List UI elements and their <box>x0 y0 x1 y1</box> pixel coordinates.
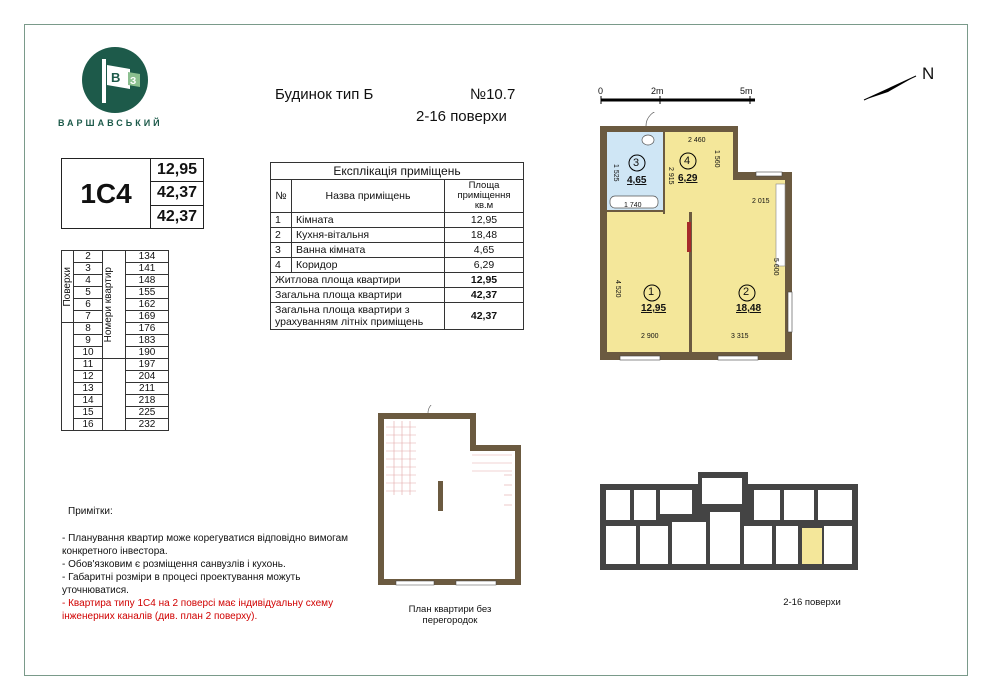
brand-logo-icon <box>80 45 150 115</box>
explication-table <box>270 162 524 330</box>
apartment-code: 1С4 <box>62 159 151 229</box>
floor-number: 7 <box>74 311 103 323</box>
notes <box>62 505 352 623</box>
room-name: Кухня-вітальня <box>292 228 445 243</box>
apartment-number: 183 <box>126 335 169 347</box>
room-row <box>271 213 524 228</box>
apartment-number: 225 <box>126 407 169 419</box>
total-row <box>271 273 524 288</box>
room-row <box>271 228 524 243</box>
dim-2915: 2 915 <box>667 167 674 185</box>
room-1-no: 1 <box>648 286 655 298</box>
floor-number: 12 <box>74 371 103 383</box>
dim-1560: 1 560 <box>713 150 720 168</box>
note-2: - Обов'язковим є розміщення санвузлів і кухонь. <box>62 559 286 570</box>
floor-number: 5 <box>74 287 103 299</box>
floor-number: 4 <box>74 275 103 287</box>
total-name: Житлова площа квартири <box>271 273 445 288</box>
apartment-number: 211 <box>126 383 169 395</box>
plan-without-partitions <box>376 405 526 590</box>
floors-range: 2-16 поверхи <box>416 108 507 125</box>
caption-floor-plan: 2-16 поверхи <box>783 597 841 608</box>
apartment-number: 169 <box>126 311 169 323</box>
total-name: Загальна площа квартири <box>271 288 445 303</box>
svg-text:В: В <box>111 70 121 85</box>
scale-zero: 0 <box>598 86 604 96</box>
svg-text:З: З <box>130 76 137 87</box>
room-4-no: 4 <box>684 155 691 167</box>
floor-number: 9 <box>74 335 103 347</box>
floor-number: 6 <box>74 299 103 311</box>
apartment-number: 134 <box>126 251 169 263</box>
room-4-area: 6,29 <box>678 173 698 184</box>
room-2-no: 2 <box>743 286 750 298</box>
room-row <box>271 243 524 258</box>
building-number: №10.7 <box>470 86 516 103</box>
floor-number: 3 <box>74 263 103 275</box>
living-area: 12,95 <box>151 159 204 182</box>
floor-number: 14 <box>74 395 103 407</box>
apartment-number: 148 <box>126 275 169 287</box>
room-name: Коридор <box>292 258 445 273</box>
floor-row <box>62 251 169 263</box>
dim-5600: 5 600 <box>772 258 779 276</box>
north-arrow-icon <box>860 70 920 104</box>
room-number: 1 <box>271 213 292 228</box>
apartment-number: 197 <box>126 359 169 371</box>
apartment-plan <box>590 112 810 382</box>
floor-number: 10 <box>74 347 103 359</box>
building-type: Будинок тип Б <box>275 86 374 103</box>
floor-number: 15 <box>74 407 103 419</box>
total-area: 42,37 <box>151 182 204 205</box>
room-area: 6,29 <box>445 258 524 273</box>
total-area: 42,37 <box>445 303 524 330</box>
total-name: Загальна площа квартири з урахуванням літніх приміщень <box>271 303 445 330</box>
apartment-number: 232 <box>126 419 169 431</box>
col-area: Площа приміщення кв.м <box>445 180 524 213</box>
room-1-area: 12,95 <box>641 303 667 314</box>
total-area: 42,37 <box>445 288 524 303</box>
apartments-header: Номери квартир <box>103 266 114 343</box>
apartment-number: 141 <box>126 263 169 275</box>
apartment-number: 176 <box>126 323 169 335</box>
room-row <box>271 258 524 273</box>
total-area: 12,95 <box>445 273 524 288</box>
apartment-summary <box>61 158 204 229</box>
room-area: 4,65 <box>445 243 524 258</box>
dim-3315: 3 315 <box>731 333 749 340</box>
floor-number: 8 <box>74 323 103 335</box>
apartment-number: 190 <box>126 347 169 359</box>
floors-header: Поверхи <box>62 266 73 307</box>
room-2-area: 18,48 <box>736 303 762 314</box>
room-number: 3 <box>271 243 292 258</box>
dim-4520: 4 520 <box>614 280 621 298</box>
room-number: 2 <box>271 228 292 243</box>
note-1: - Планування квартир може корегуватися відповідно вимогам конкретного інвестора. <box>62 533 349 557</box>
apartment-number: 204 <box>126 371 169 383</box>
north-label: N <box>922 64 935 83</box>
room-number: 4 <box>271 258 292 273</box>
dim-2900: 2 900 <box>641 333 659 340</box>
floor-number: 11 <box>74 359 103 371</box>
apartment-number: 155 <box>126 287 169 299</box>
apartment-number: 218 <box>126 395 169 407</box>
floor-number: 2 <box>74 251 103 263</box>
dim-1525: 1 525 <box>612 164 619 182</box>
room-area: 18,48 <box>445 228 524 243</box>
floor-number: 13 <box>74 383 103 395</box>
apartment-number: 162 <box>126 299 169 311</box>
total-row <box>271 288 524 303</box>
floor-row <box>62 359 169 371</box>
scale-end: 5m <box>740 86 753 96</box>
notes-title: Примітки: <box>68 506 113 517</box>
floor-apartment-table <box>61 250 169 431</box>
note-3: - Габаритні розміри в процесі проектування можуть уточнюватися. <box>62 572 301 596</box>
dim-2015: 2 015 <box>752 198 770 205</box>
dim-2460: 2 460 <box>688 137 706 144</box>
floor-number: 16 <box>74 419 103 431</box>
col-name: Назва приміщень <box>292 180 445 213</box>
scale-mid: 2m <box>651 86 664 96</box>
total-area-summer: 42,37 <box>151 205 204 228</box>
col-no: № <box>271 180 292 213</box>
room-3-area: 4,65 <box>627 175 647 186</box>
room-3-no: 3 <box>633 157 640 169</box>
dim-1740: 1 740 <box>624 202 642 209</box>
explication-title: Експлікація приміщень <box>271 163 524 180</box>
room-name: Ванна кімната <box>292 243 445 258</box>
total-row <box>271 303 524 330</box>
room-area: 12,95 <box>445 213 524 228</box>
room-name: Кімната <box>292 213 445 228</box>
brand-name: ВАРШАВСЬКИЙ <box>58 118 163 128</box>
caption-no-partitions: План квартири без перегородок <box>408 604 492 626</box>
typical-floor-plan <box>598 470 866 580</box>
note-red: - Квартира типу 1С4 на 2 поверсі має індивідуальну схему інженерних каналів (див. план 2 поверху). <box>62 598 334 622</box>
